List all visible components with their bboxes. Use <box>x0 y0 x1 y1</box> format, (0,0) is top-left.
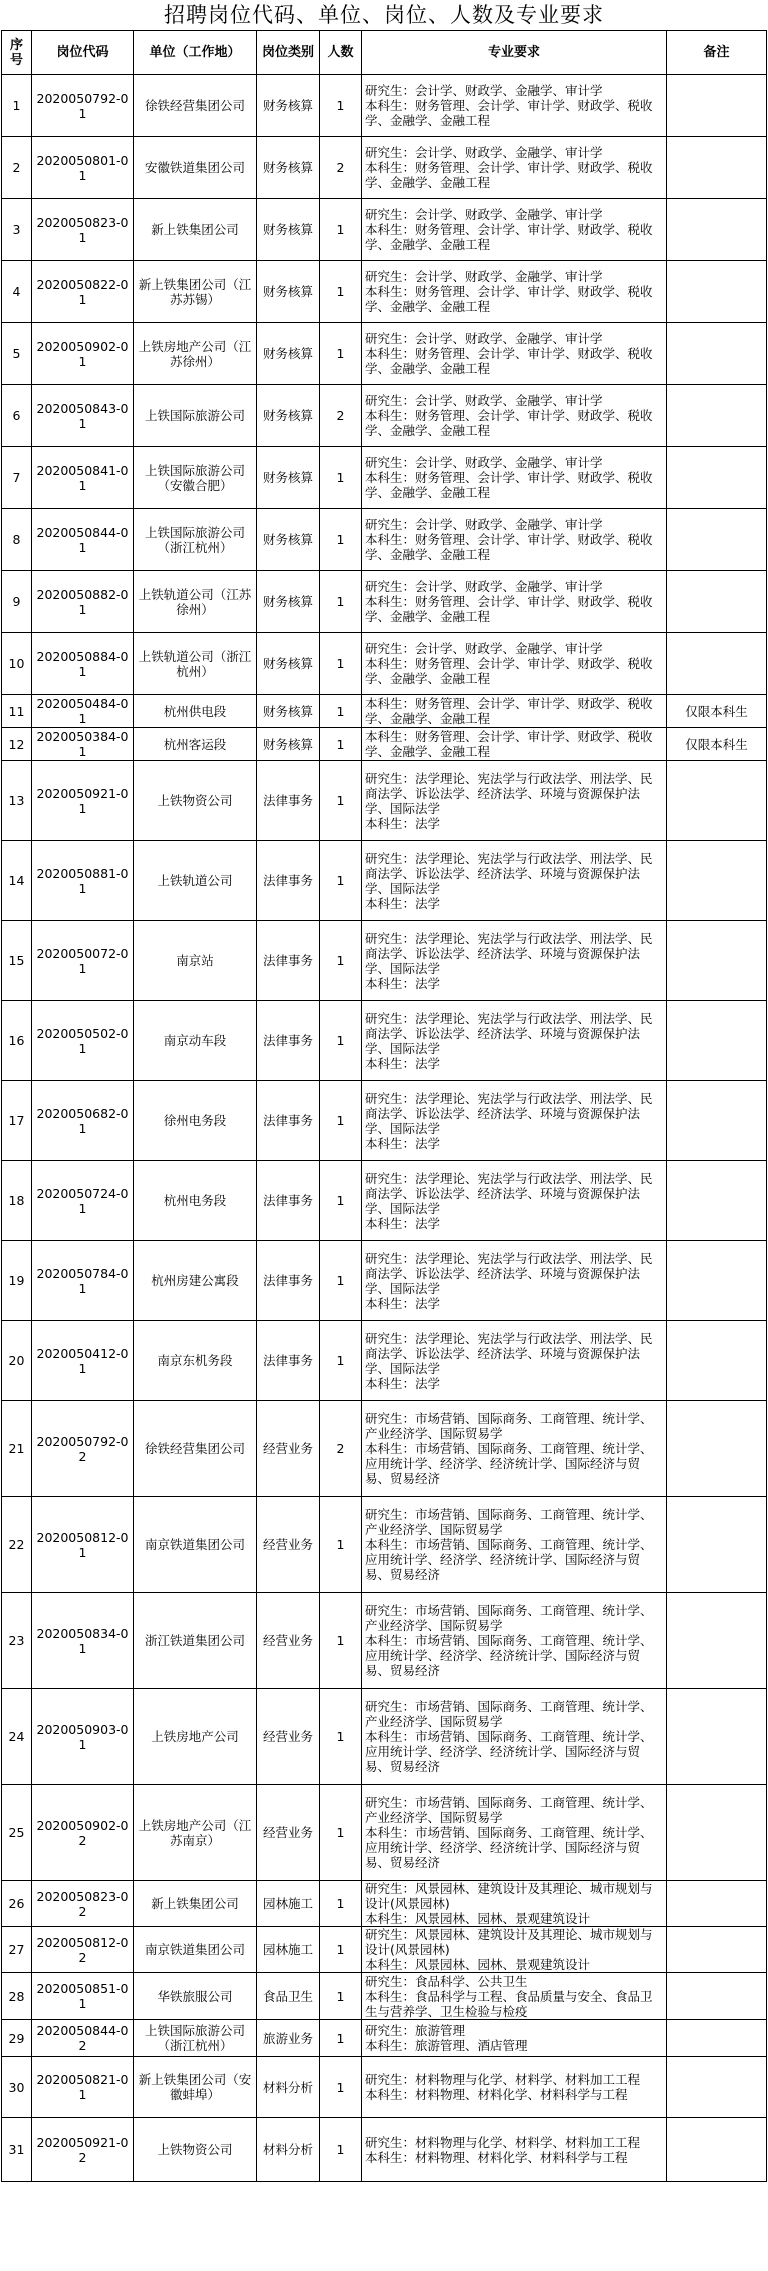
unit-name: 上铁房地产公司 <box>134 1689 257 1785</box>
table-row <box>2 571 767 633</box>
headcount: 1 <box>320 695 362 728</box>
table-row <box>2 841 767 921</box>
position-category: 法律事务 <box>257 841 320 921</box>
position-code: 2020050844-01 <box>32 509 134 571</box>
row-number: 3 <box>2 199 32 261</box>
row-number: 22 <box>2 1497 32 1593</box>
remark <box>667 261 767 323</box>
headcount: 1 <box>320 261 362 323</box>
headcount: 1 <box>320 75 362 137</box>
major-requirements: 研究生：市场营销、国际商务、工商管理、统计学、产业经济学、国际贸易学 本科生：市场营销、国际商务、工商管理、统计学、应用统计学、经济学、经济统计学、国际经济与贸易、贸易经济 <box>362 1401 667 1497</box>
table-row <box>2 1689 767 1785</box>
position-code: 2020050812-02 <box>32 1927 134 1973</box>
position-category: 经营业务 <box>257 1689 320 1785</box>
table-row <box>2 1593 767 1689</box>
major-requirements: 研究生：会计学、财政学、金融学、审计学 本科生：财务管理、会计学、审计学、财政学、税收学、金融学、金融工程 <box>362 633 667 695</box>
remark <box>667 921 767 1001</box>
major-requirements: 研究生：市场营销、国际商务、工商管理、统计学、产业经济学、国际贸易学 本科生：市场营销、国际商务、工商管理、统计学、应用统计学、经济学、经济统计学、国际经济与贸易、贸易经济 <box>362 1785 667 1881</box>
position-code: 2020050882-01 <box>32 571 134 633</box>
position-code: 2020050821-01 <box>32 2057 134 2118</box>
major-requirements: 研究生：市场营销、国际商务、工商管理、统计学、产业经济学、国际贸易学 本科生：市场营销、国际商务、工商管理、统计学、应用统计学、经济学、经济统计学、国际经济与贸易、贸易经济 <box>362 1497 667 1593</box>
table-row <box>2 695 767 728</box>
position-category: 法律事务 <box>257 1321 320 1401</box>
major-requirements: 研究生：材料物理与化学、材料学、材料加工工程 本科生：材料物理、材料化学、材料科学与工程 <box>362 2118 667 2182</box>
position-code: 2020050812-01 <box>32 1497 134 1593</box>
unit-name: 南京动车段 <box>134 1001 257 1081</box>
row-number: 17 <box>2 1081 32 1161</box>
table-row <box>2 1321 767 1401</box>
row-number: 21 <box>2 1401 32 1497</box>
table-row <box>2 1161 767 1241</box>
row-number: 27 <box>2 1927 32 1973</box>
headcount: 1 <box>320 1973 362 2020</box>
unit-name: 南京东机务段 <box>134 1321 257 1401</box>
table-row <box>2 137 767 199</box>
major-requirements: 研究生：会计学、财政学、金融学、审计学 本科生：财务管理、会计学、审计学、财政学、税收学、金融学、金融工程 <box>362 323 667 385</box>
remark <box>667 571 767 633</box>
position-category: 经营业务 <box>257 1593 320 1689</box>
unit-name: 徐铁经营集团公司 <box>134 75 257 137</box>
position-category: 旅游业务 <box>257 2020 320 2057</box>
headcount: 1 <box>320 2057 362 2118</box>
remark <box>667 1973 767 2020</box>
page-title: 招聘岗位代码、单位、岗位、人数及专业要求 <box>164 3 604 27</box>
remark <box>667 1081 767 1161</box>
table-row <box>2 1973 767 2020</box>
header-requirements: 专业要求 <box>362 31 667 75</box>
position-code: 2020050823-01 <box>32 199 134 261</box>
row-number: 24 <box>2 1689 32 1785</box>
position-code: 2020050502-01 <box>32 1001 134 1081</box>
table-row <box>2 1401 767 1497</box>
position-code: 2020050784-01 <box>32 1241 134 1321</box>
position-category: 法律事务 <box>257 1241 320 1321</box>
position-category: 经营业务 <box>257 1497 320 1593</box>
row-number: 28 <box>2 1973 32 2020</box>
major-requirements: 研究生：法学理论、宪法学与行政法学、刑法学、民商法学、诉讼法学、经济法学、环境与资源保护法学、国际法学 本科生：法学 <box>362 1161 667 1241</box>
position-category: 财务核算 <box>257 633 320 695</box>
headcount: 1 <box>320 1881 362 1927</box>
unit-name: 徐州电务段 <box>134 1081 257 1161</box>
row-number: 30 <box>2 2057 32 2118</box>
row-number: 15 <box>2 921 32 1001</box>
unit-name: 上铁国际旅游公司（浙江杭州） <box>134 2020 257 2057</box>
row-number: 5 <box>2 323 32 385</box>
headcount: 2 <box>320 385 362 447</box>
position-category: 财务核算 <box>257 199 320 261</box>
table-row <box>2 633 767 695</box>
position-category: 材料分析 <box>257 2118 320 2182</box>
headcount: 1 <box>320 1927 362 1973</box>
row-number: 20 <box>2 1321 32 1401</box>
table-row <box>2 1785 767 1881</box>
major-requirements: 研究生：会计学、财政学、金融学、审计学 本科生：财务管理、会计学、审计学、财政学、税收学、金融学、金融工程 <box>362 571 667 633</box>
major-requirements: 研究生：会计学、财政学、金融学、审计学 本科生：财务管理、会计学、审计学、财政学、税收学、金融学、金融工程 <box>362 137 667 199</box>
table-row <box>2 2118 767 2182</box>
remark <box>667 1161 767 1241</box>
row-number: 16 <box>2 1001 32 1081</box>
position-category: 园林施工 <box>257 1881 320 1927</box>
position-category: 食品卫生 <box>257 1973 320 2020</box>
row-number: 31 <box>2 2118 32 2182</box>
headcount: 1 <box>320 1161 362 1241</box>
table-row <box>2 1001 767 1081</box>
headcount: 1 <box>320 2020 362 2057</box>
position-category: 财务核算 <box>257 447 320 509</box>
row-number: 14 <box>2 841 32 921</box>
row-number: 23 <box>2 1593 32 1689</box>
position-category: 法律事务 <box>257 921 320 1001</box>
position-code: 2020050834-01 <box>32 1593 134 1689</box>
header-category: 岗位类别 <box>257 31 320 75</box>
headcount: 1 <box>320 1081 362 1161</box>
unit-name: 南京铁道集团公司 <box>134 1927 257 1973</box>
table-row <box>2 921 767 1001</box>
table-row <box>2 509 767 571</box>
remark <box>667 2020 767 2057</box>
unit-name: 浙江铁道集团公司 <box>134 1593 257 1689</box>
major-requirements: 研究生：会计学、财政学、金融学、审计学 本科生：财务管理、会计学、审计学、财政学、税收学、金融学、金融工程 <box>362 199 667 261</box>
position-code: 2020050412-01 <box>32 1321 134 1401</box>
major-requirements: 研究生：会计学、财政学、金融学、审计学 本科生：财务管理、会计学、审计学、财政学、税收学、金融学、金融工程 <box>362 75 667 137</box>
position-code: 2020050843-01 <box>32 385 134 447</box>
position-category: 财务核算 <box>257 137 320 199</box>
major-requirements: 研究生：食品科学、公共卫生 本科生：食品科学与工程、食品质量与安全、食品卫生与营养学、卫生检验与检疫 <box>362 1973 667 2020</box>
major-requirements: 研究生：法学理论、宪法学与行政法学、刑法学、民商法学、诉讼法学、经济法学、环境与资源保护法学、国际法学 本科生：法学 <box>362 1241 667 1321</box>
table-row <box>2 2057 767 2118</box>
position-code: 2020050072-01 <box>32 921 134 1001</box>
table-row <box>2 761 767 841</box>
positions-table <box>1 30 767 2182</box>
unit-name: 南京铁道集团公司 <box>134 1497 257 1593</box>
remark <box>667 1497 767 1593</box>
headcount: 1 <box>320 1241 362 1321</box>
unit-name: 杭州房建公寓段 <box>134 1241 257 1321</box>
position-code: 2020050902-02 <box>32 1785 134 1881</box>
headcount: 1 <box>320 1497 362 1593</box>
position-category: 财务核算 <box>257 509 320 571</box>
row-number: 12 <box>2 728 32 761</box>
major-requirements: 本科生：财务管理、会计学、审计学、财政学、税收学、金融学、金融工程 <box>362 728 667 761</box>
table-row <box>2 75 767 137</box>
header-row <box>2 31 767 75</box>
position-category: 财务核算 <box>257 571 320 633</box>
headcount: 1 <box>320 509 362 571</box>
row-number: 26 <box>2 1881 32 1927</box>
position-category: 材料分析 <box>257 2057 320 2118</box>
position-code: 2020050851-01 <box>32 1973 134 2020</box>
unit-name: 新上铁集团公司（安徽蚌埠） <box>134 2057 257 2118</box>
row-number: 29 <box>2 2020 32 2057</box>
position-category: 财务核算 <box>257 695 320 728</box>
position-code: 2020050844-02 <box>32 2020 134 2057</box>
position-category: 财务核算 <box>257 728 320 761</box>
headcount: 2 <box>320 1401 362 1497</box>
headcount: 2 <box>320 137 362 199</box>
position-category: 法律事务 <box>257 1001 320 1081</box>
header-no: 序号 <box>2 31 32 75</box>
position-code: 2020050792-01 <box>32 75 134 137</box>
position-code: 2020050884-01 <box>32 633 134 695</box>
unit-name: 华铁旅服公司 <box>134 1973 257 2020</box>
headcount: 1 <box>320 1321 362 1401</box>
position-code: 2020050903-01 <box>32 1689 134 1785</box>
major-requirements: 研究生：会计学、财政学、金融学、审计学 本科生：财务管理、会计学、审计学、财政学、税收学、金融学、金融工程 <box>362 509 667 571</box>
headcount: 1 <box>320 2118 362 2182</box>
major-requirements: 研究生：市场营销、国际商务、工商管理、统计学、产业经济学、国际贸易学 本科生：市场营销、国际商务、工商管理、统计学、应用统计学、经济学、经济统计学、国际经济与贸易、贸易经济 <box>362 1593 667 1689</box>
table-row <box>2 2020 767 2057</box>
position-category: 园林施工 <box>257 1927 320 1973</box>
row-number: 9 <box>2 571 32 633</box>
remark <box>667 199 767 261</box>
unit-name: 上铁轨道公司（江苏徐州） <box>134 571 257 633</box>
position-category: 财务核算 <box>257 261 320 323</box>
position-category: 法律事务 <box>257 1161 320 1241</box>
row-number: 11 <box>2 695 32 728</box>
major-requirements: 研究生：法学理论、宪法学与行政法学、刑法学、民商法学、诉讼法学、经济法学、环境与资源保护法学、国际法学 本科生：法学 <box>362 921 667 1001</box>
position-category: 经营业务 <box>257 1785 320 1881</box>
headcount: 1 <box>320 1593 362 1689</box>
table-row <box>2 728 767 761</box>
major-requirements: 本科生：财务管理、会计学、审计学、财政学、税收学、金融学、金融工程 <box>362 695 667 728</box>
unit-name: 杭州供电段 <box>134 695 257 728</box>
unit-name: 杭州电务段 <box>134 1161 257 1241</box>
remark <box>667 633 767 695</box>
row-number: 6 <box>2 385 32 447</box>
row-number: 19 <box>2 1241 32 1321</box>
position-category: 财务核算 <box>257 385 320 447</box>
headcount: 1 <box>320 571 362 633</box>
major-requirements: 研究生：法学理论、宪法学与行政法学、刑法学、民商法学、诉讼法学、经济法学、环境与资源保护法学、国际法学 本科生：法学 <box>362 1081 667 1161</box>
major-requirements: 研究生：材料物理与化学、材料学、材料加工工程 本科生：材料物理、材料化学、材料科学与工程 <box>362 2057 667 2118</box>
remark <box>667 1881 767 1927</box>
major-requirements: 研究生：法学理论、宪法学与行政法学、刑法学、民商法学、诉讼法学、经济法学、环境与资源保护法学、国际法学 本科生：法学 <box>362 841 667 921</box>
position-category: 财务核算 <box>257 75 320 137</box>
position-code: 2020050484-01 <box>32 695 134 728</box>
row-number: 10 <box>2 633 32 695</box>
unit-name: 南京站 <box>134 921 257 1001</box>
major-requirements: 研究生：会计学、财政学、金融学、审计学 本科生：财务管理、会计学、审计学、财政学、税收学、金融学、金融工程 <box>362 385 667 447</box>
unit-name: 上铁物资公司 <box>134 2118 257 2182</box>
table-row <box>2 385 767 447</box>
major-requirements: 研究生：市场营销、国际商务、工商管理、统计学、产业经济学、国际贸易学 本科生：市场营销、国际商务、工商管理、统计学、应用统计学、经济学、经济统计学、国际经济与贸易、贸易经济 <box>362 1689 667 1785</box>
position-code: 2020050921-01 <box>32 761 134 841</box>
header-code: 岗位代码 <box>32 31 134 75</box>
headcount: 1 <box>320 1689 362 1785</box>
unit-name: 杭州客运段 <box>134 728 257 761</box>
remark <box>667 447 767 509</box>
headcount: 1 <box>320 633 362 695</box>
unit-name: 上铁国际旅游公司 <box>134 385 257 447</box>
table-row <box>2 1927 767 1973</box>
major-requirements: 研究生：会计学、财政学、金融学、审计学 本科生：财务管理、会计学、审计学、财政学、税收学、金融学、金融工程 <box>362 447 667 509</box>
unit-name: 新上铁集团公司 <box>134 1881 257 1927</box>
position-code: 2020050682-01 <box>32 1081 134 1161</box>
remark <box>667 1593 767 1689</box>
remark <box>667 1241 767 1321</box>
unit-name: 上铁轨道公司（浙江杭州） <box>134 633 257 695</box>
position-category: 经营业务 <box>257 1401 320 1497</box>
table-row <box>2 261 767 323</box>
table-row <box>2 199 767 261</box>
remark <box>667 323 767 385</box>
unit-name: 新上铁集团公司 <box>134 199 257 261</box>
table-row <box>2 1081 767 1161</box>
remark <box>667 385 767 447</box>
header-unit: 单位（工作地） <box>134 31 257 75</box>
row-number: 4 <box>2 261 32 323</box>
headcount: 1 <box>320 728 362 761</box>
position-code: 2020050823-02 <box>32 1881 134 1927</box>
table-row <box>2 447 767 509</box>
position-code: 2020050921-02 <box>32 2118 134 2182</box>
unit-name: 新上铁集团公司（江苏苏锡） <box>134 261 257 323</box>
remark <box>667 2057 767 2118</box>
major-requirements: 研究生：法学理论、宪法学与行政法学、刑法学、民商法学、诉讼法学、经济法学、环境与资源保护法学、国际法学 本科生：法学 <box>362 761 667 841</box>
row-number: 1 <box>2 75 32 137</box>
major-requirements: 研究生：风景园林、建筑设计及其理论、城市规划与设计(风景园林) 本科生：风景园林、园林、景观建筑设计 <box>362 1927 667 1973</box>
position-code: 2020050881-01 <box>32 841 134 921</box>
remark <box>667 1321 767 1401</box>
unit-name: 上铁轨道公司 <box>134 841 257 921</box>
header-count: 人数 <box>320 31 362 75</box>
remark <box>667 509 767 571</box>
remark <box>667 841 767 921</box>
table-row <box>2 1881 767 1927</box>
unit-name: 上铁国际旅游公司（安徽合肥） <box>134 447 257 509</box>
header-note: 备注 <box>667 31 767 75</box>
major-requirements: 研究生：风景园林、建筑设计及其理论、城市规划与设计(风景园林) 本科生：风景园林、园林、景观建筑设计 <box>362 1881 667 1927</box>
major-requirements: 研究生：会计学、财政学、金融学、审计学 本科生：财务管理、会计学、审计学、财政学、税收学、金融学、金融工程 <box>362 261 667 323</box>
position-category: 法律事务 <box>257 1081 320 1161</box>
unit-name: 徐铁经营集团公司 <box>134 1401 257 1497</box>
remark <box>667 1001 767 1081</box>
position-code: 2020050822-01 <box>32 261 134 323</box>
table-row <box>2 1241 767 1321</box>
headcount: 1 <box>320 323 362 385</box>
position-code: 2020050724-01 <box>32 1161 134 1241</box>
row-number: 8 <box>2 509 32 571</box>
position-code: 2020050384-01 <box>32 728 134 761</box>
unit-name: 上铁房地产公司（江苏徐州） <box>134 323 257 385</box>
position-code: 2020050792-02 <box>32 1401 134 1497</box>
row-number: 18 <box>2 1161 32 1241</box>
unit-name: 上铁物资公司 <box>134 761 257 841</box>
row-number: 25 <box>2 1785 32 1881</box>
remark <box>667 1785 767 1881</box>
headcount: 1 <box>320 447 362 509</box>
major-requirements: 研究生：法学理论、宪法学与行政法学、刑法学、民商法学、诉讼法学、经济法学、环境与资源保护法学、国际法学 本科生：法学 <box>362 1321 667 1401</box>
unit-name: 安徽铁道集团公司 <box>134 137 257 199</box>
headcount: 1 <box>320 199 362 261</box>
headcount: 1 <box>320 841 362 921</box>
position-category: 法律事务 <box>257 761 320 841</box>
remark <box>667 137 767 199</box>
row-number: 2 <box>2 137 32 199</box>
table-row <box>2 1497 767 1593</box>
headcount: 1 <box>320 761 362 841</box>
headcount: 1 <box>320 921 362 1001</box>
headcount: 1 <box>320 1785 362 1881</box>
remark <box>667 2118 767 2182</box>
remark <box>667 761 767 841</box>
unit-name: 上铁国际旅游公司（浙江杭州） <box>134 509 257 571</box>
remark <box>667 1689 767 1785</box>
unit-name: 上铁房地产公司（江苏南京） <box>134 1785 257 1881</box>
position-code: 2020050801-01 <box>32 137 134 199</box>
table-row <box>2 323 767 385</box>
remark <box>667 1401 767 1497</box>
remark: 仅限本科生 <box>667 728 767 761</box>
remark <box>667 75 767 137</box>
major-requirements: 研究生：法学理论、宪法学与行政法学、刑法学、民商法学、诉讼法学、经济法学、环境与资源保护法学、国际法学 本科生：法学 <box>362 1001 667 1081</box>
major-requirements: 研究生：旅游管理 本科生：旅游管理、酒店管理 <box>362 2020 667 2057</box>
position-code: 2020050841-01 <box>32 447 134 509</box>
remark <box>667 1927 767 1973</box>
position-category: 财务核算 <box>257 323 320 385</box>
remark: 仅限本科生 <box>667 695 767 728</box>
headcount: 1 <box>320 1001 362 1081</box>
row-number: 7 <box>2 447 32 509</box>
row-number: 13 <box>2 761 32 841</box>
position-code: 2020050902-01 <box>32 323 134 385</box>
